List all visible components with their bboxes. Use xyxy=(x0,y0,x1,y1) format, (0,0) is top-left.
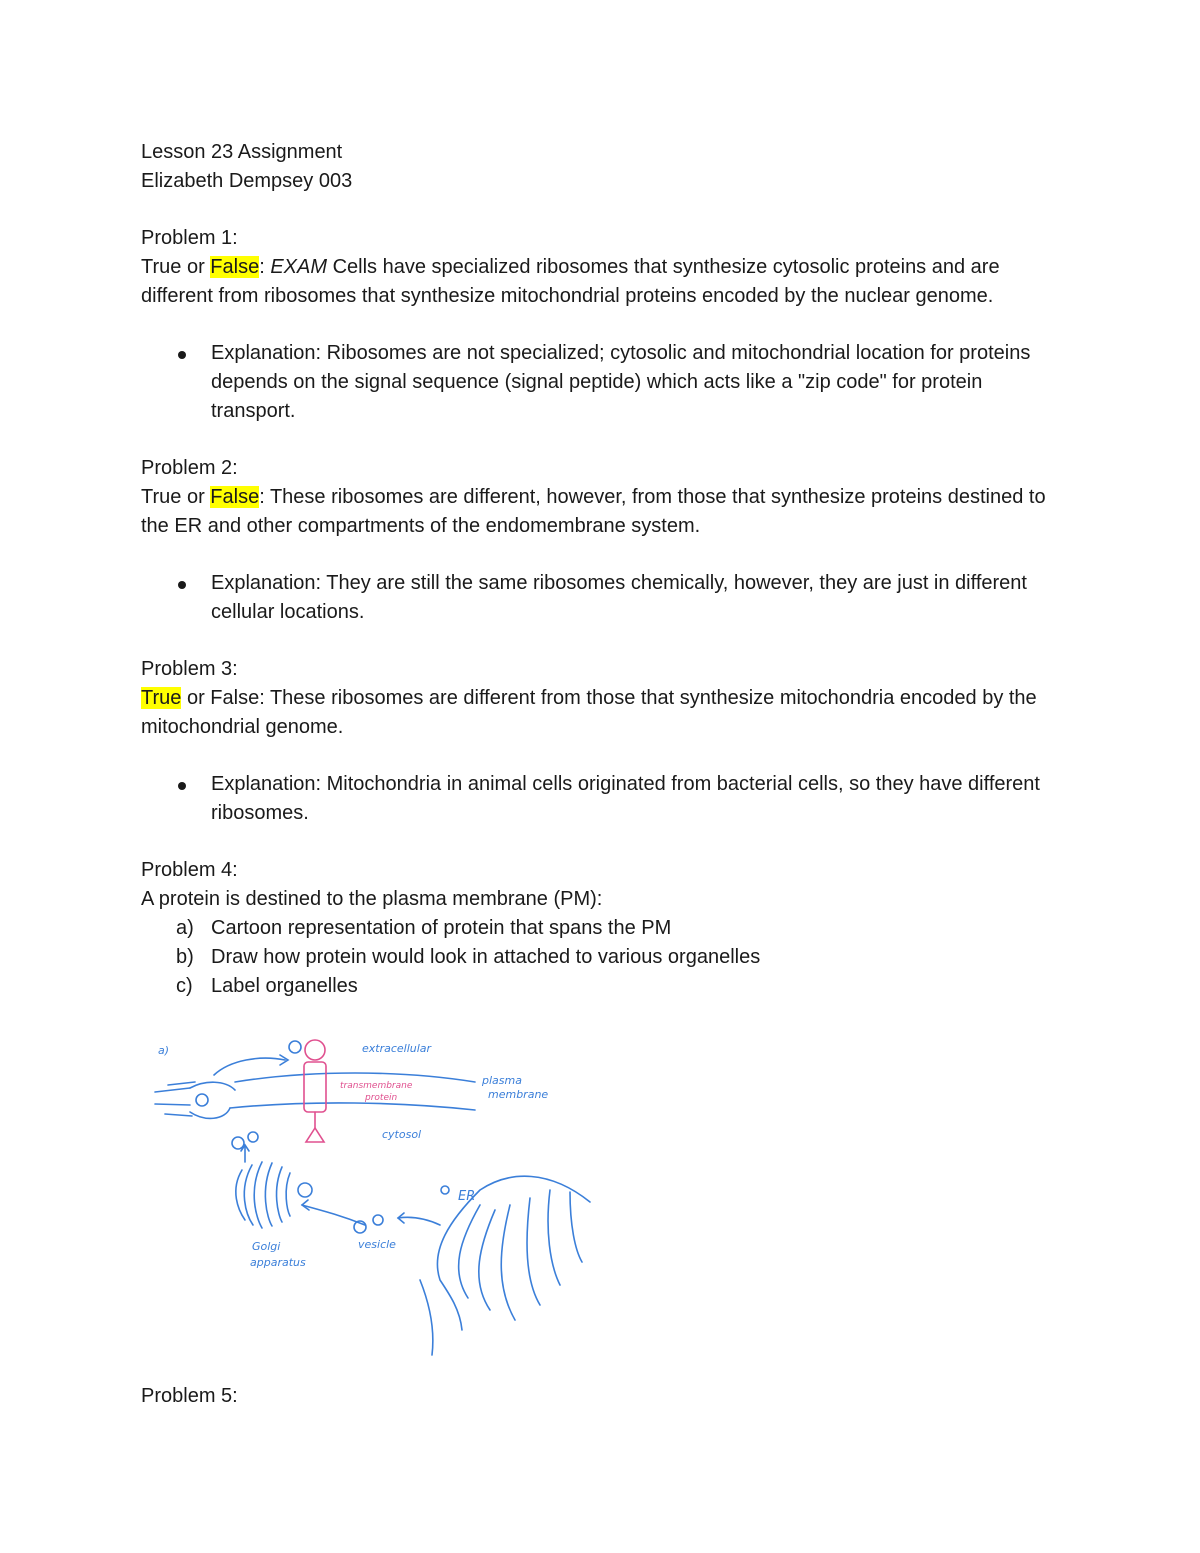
label-extracellular: extracellular xyxy=(362,1042,432,1055)
label-transmembrane: transmembrane xyxy=(340,1081,413,1091)
label-apparatus: apparatus xyxy=(250,1256,306,1269)
label-plasma: plasma xyxy=(482,1074,522,1087)
problem-3-heading: Problem 3: xyxy=(141,658,238,680)
hand-drawn-diagram xyxy=(150,1030,610,1360)
option-false-highlighted: False xyxy=(210,486,260,508)
part-label: a) xyxy=(158,1044,170,1057)
list-item xyxy=(141,569,1071,627)
option-true: True xyxy=(141,486,182,508)
membrane-line-bottom xyxy=(230,1103,475,1110)
label-cytosol: cytosol xyxy=(382,1128,422,1141)
list-item: c) Label organelles xyxy=(176,975,358,997)
problem-2-explanation-list xyxy=(141,569,1071,627)
problem-1-statement: True or False: EXAM Cells have specialized ribosomes that synthesize cytosolic proteins and are different from ribosomes that synthesize mitochondrial proteins encoded by the nuclear genome. xyxy=(141,256,1000,307)
problem-4-tasks xyxy=(141,914,1071,1001)
problem-1-explanation-list xyxy=(141,339,1071,426)
problem-4-intro: A protein is destined to the plasma membrane (PM): xyxy=(141,888,603,910)
label-golgi: Golgi xyxy=(252,1240,281,1253)
problem-1-heading: Problem 1: xyxy=(141,227,238,249)
list-item xyxy=(141,339,1071,426)
bullet-icon xyxy=(178,351,186,359)
problem-4-heading: Problem 4: xyxy=(141,859,238,881)
list-item: a) Cartoon representation of protein that spans the PM xyxy=(176,917,672,939)
label-vesicle: vesicle xyxy=(358,1238,396,1251)
option-false-highlighted: False xyxy=(210,256,260,278)
problem-5-heading: Problem 5: xyxy=(141,1385,238,1407)
problem-3-statement: True or False: These ribosomes are different from those that synthesize mitochondria encoded by the mitochondrial genome. xyxy=(141,687,1037,738)
document-body xyxy=(141,138,1071,1001)
exam-tag: EXAM xyxy=(270,256,328,278)
bullet-icon xyxy=(178,581,186,589)
label-protein: protein xyxy=(365,1093,398,1103)
bullet-icon xyxy=(178,782,186,790)
list-item xyxy=(141,770,1071,828)
protein-figure xyxy=(304,1040,326,1142)
problem-2-statement: True or False: These ribosomes are different, however, from those that synthesize proteins destined to the ER and other compartments of the endomembrane system. xyxy=(141,486,1046,537)
er-drawing xyxy=(420,1176,590,1355)
option-true-highlighted: True xyxy=(141,687,182,709)
document-title: Lesson 23 Assignment xyxy=(141,141,343,163)
label-membrane: membrane xyxy=(488,1088,549,1101)
problem-2-heading: Problem 2: xyxy=(141,457,238,479)
problem-1-explanation: Explanation: Ribosomes are not specialized; cytosolic and mitochondrial location for proteins depends on the signal sequence (signal peptide) which acts like a "zip code" for protein transport. xyxy=(211,342,1031,422)
golgi-apparatus-drawing xyxy=(236,1162,312,1228)
problem-2-explanation: Explanation: They are still the same ribosomes chemically, however, they are just in different cellular locations. xyxy=(211,572,1027,623)
author-line: Elizabeth Dempsey 003 xyxy=(141,170,353,192)
problem-3-explanation: Explanation: Mitochondria in animal cells originated from bacterial cells, so they have different ribosomes. xyxy=(211,773,1040,824)
problem-3-explanation-list xyxy=(141,770,1071,828)
list-item: b) Draw how protein would look in attached to various organelles xyxy=(176,946,761,968)
label-er: ER xyxy=(458,1189,476,1204)
option-true: True xyxy=(141,256,182,278)
